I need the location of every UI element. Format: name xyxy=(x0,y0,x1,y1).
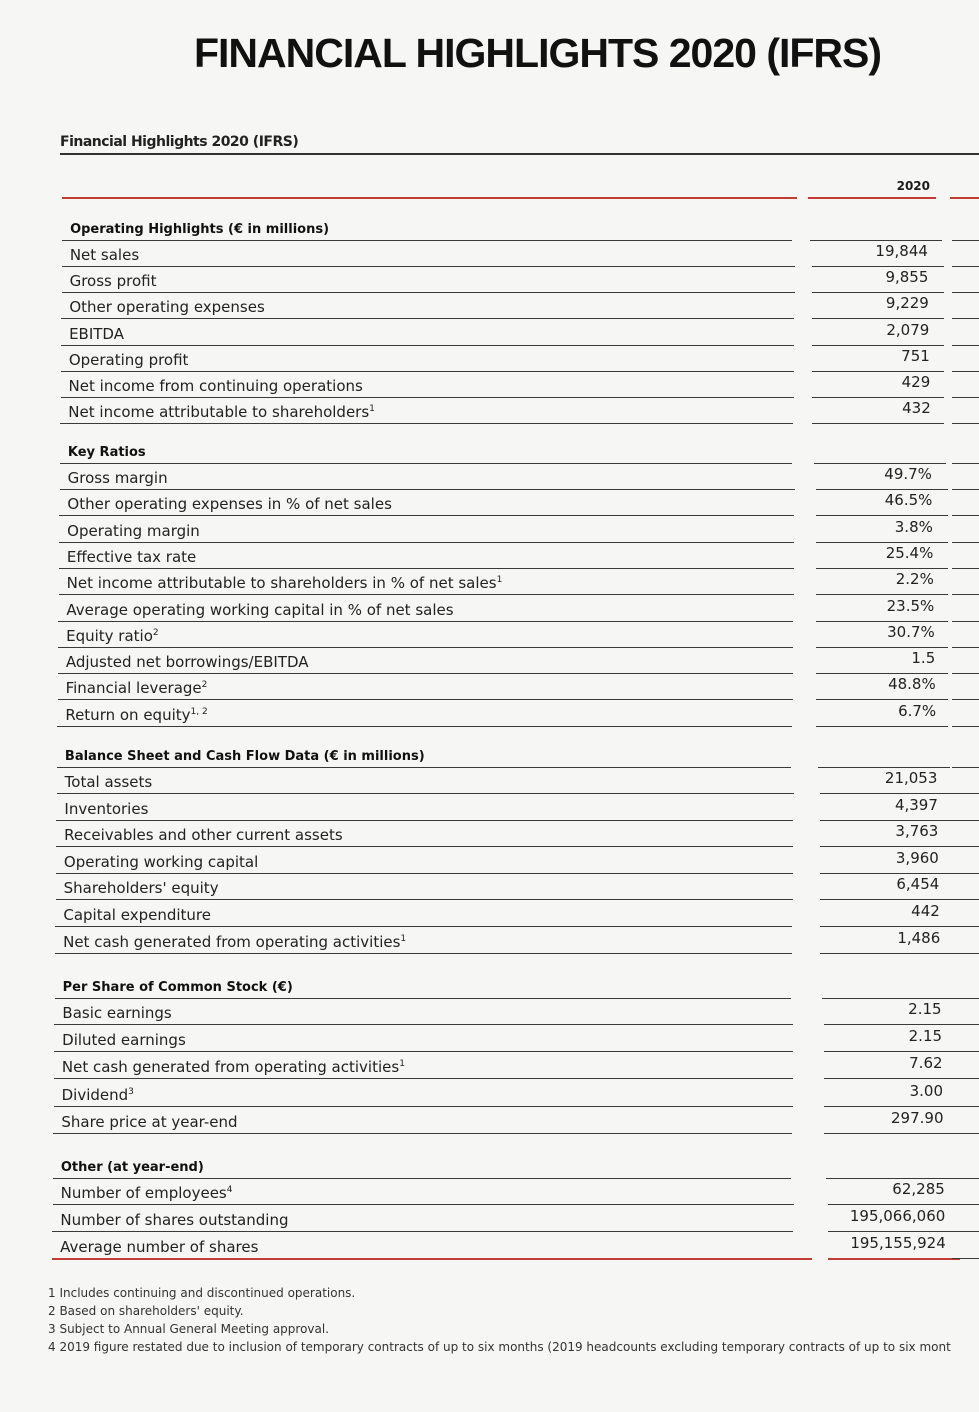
row-value: 3.00 xyxy=(909,1081,944,1100)
stub-divider xyxy=(952,515,979,516)
stub-divider xyxy=(952,292,979,293)
stub-divider xyxy=(952,726,979,727)
row-label-text: Adjusted net borrowings/EBITDA xyxy=(65,653,309,672)
header-divider-stub xyxy=(950,197,979,199)
row-divider xyxy=(58,647,793,648)
row-divider xyxy=(60,489,795,490)
row-divider xyxy=(53,1133,792,1134)
row-label xyxy=(66,653,309,671)
stub-divider xyxy=(952,820,979,821)
row-divider xyxy=(55,998,791,999)
row-divider xyxy=(54,1024,793,1025)
row-value: 2.2% xyxy=(895,570,934,589)
row-value: 2.15 xyxy=(908,1000,942,1018)
footnote-marker: 1 xyxy=(496,575,503,586)
value-divider xyxy=(820,793,952,794)
stub-divider xyxy=(952,1258,979,1259)
stub-divider xyxy=(952,318,979,319)
row-label-text: Receivables and other current assets xyxy=(64,826,343,845)
row-label xyxy=(69,377,363,395)
row-divider xyxy=(62,240,792,241)
row-label xyxy=(60,1238,258,1256)
row-label xyxy=(64,853,258,871)
footnote-marker: 1 xyxy=(400,933,407,944)
row-value: 429 xyxy=(901,373,931,391)
value-divider xyxy=(812,345,944,346)
stub-divider xyxy=(952,767,979,768)
footnote-marker: 2 xyxy=(201,680,208,691)
value-divider xyxy=(824,1133,956,1134)
row-divider xyxy=(54,1106,793,1107)
row-divider xyxy=(59,594,794,595)
row-divider xyxy=(56,820,793,821)
row-label-text: Net income from continuing operations xyxy=(68,377,363,395)
row-divider xyxy=(58,621,793,622)
row-divider xyxy=(58,699,793,700)
row-label xyxy=(62,1058,405,1076)
row-label-text: Gross margin xyxy=(67,469,168,487)
page-title: FINANCIAL HIGHLIGHTS 2020 (IFRS) xyxy=(193,30,882,76)
value-divider xyxy=(812,371,944,372)
row-divider xyxy=(55,953,792,954)
row-label xyxy=(67,574,503,592)
stub-divider xyxy=(952,1106,979,1107)
year-column-header: 2020 xyxy=(896,179,930,193)
row-divider xyxy=(60,423,793,424)
value-divider xyxy=(820,820,952,821)
row-value: 442 xyxy=(911,902,940,920)
header-divider-value xyxy=(808,197,936,199)
row-label xyxy=(70,272,157,290)
value-divider xyxy=(816,489,948,490)
row-label-text: Shareholders' equity xyxy=(63,879,219,898)
section-heading: Operating Highlights (€ in millions) xyxy=(70,222,330,237)
stub-divider xyxy=(952,1231,979,1232)
row-value: 6.7% xyxy=(898,701,937,720)
row-label xyxy=(61,1113,237,1131)
row-value: 751 xyxy=(901,346,930,365)
stub-divider xyxy=(952,998,979,999)
value-divider xyxy=(816,699,948,700)
value-divider xyxy=(812,423,944,424)
row-divider xyxy=(57,767,791,768)
row-label-text: Net cash generated from operating activities xyxy=(61,1058,400,1077)
row-divider xyxy=(53,1204,794,1205)
row-label-text: Average number of shares xyxy=(60,1238,259,1257)
row-divider xyxy=(56,873,793,874)
row-divider xyxy=(61,345,794,346)
value-divider xyxy=(820,953,952,954)
row-divider xyxy=(56,846,793,847)
row-label-text: Average operating working capital in % of net sales xyxy=(66,600,454,619)
value-divider xyxy=(812,397,944,398)
row-label xyxy=(68,469,168,487)
footnote: 1 Includes continuing and discontinued operations. xyxy=(48,1286,356,1300)
table-subtitle: Financial Highlights 2020 (IFRS) xyxy=(60,134,299,150)
value-divider xyxy=(824,1078,956,1079)
value-divider xyxy=(822,998,954,999)
row-value: 19,844 xyxy=(875,242,928,260)
value-divider xyxy=(816,621,948,622)
value-divider xyxy=(816,568,948,569)
row-value: 49.7% xyxy=(884,465,932,483)
row-divider xyxy=(54,1051,793,1052)
footnote-marker: 1, 2 xyxy=(190,706,208,717)
row-label xyxy=(68,403,375,421)
row-divider xyxy=(52,1231,793,1232)
row-label xyxy=(63,933,406,951)
row-value: 4,397 xyxy=(894,795,938,814)
section-heading: Key Ratios xyxy=(67,445,146,460)
row-label-text: Diluted earnings xyxy=(62,1031,186,1050)
row-divider xyxy=(57,793,794,794)
footnote: 2 Based on shareholders' equity. xyxy=(48,1304,244,1318)
row-divider xyxy=(53,1178,791,1179)
row-divider xyxy=(59,542,794,543)
stub-divider xyxy=(952,463,979,464)
row-label xyxy=(70,246,139,264)
row-label-text: Number of employees xyxy=(60,1184,227,1202)
row-label xyxy=(64,826,343,844)
stub-divider xyxy=(952,899,979,900)
value-divider xyxy=(812,266,944,267)
stub-divider xyxy=(952,793,979,794)
stub-divider xyxy=(952,873,979,874)
value-divider xyxy=(812,292,944,293)
section-heading: Per Share of Common Stock (€) xyxy=(62,980,293,995)
row-value: 3,960 xyxy=(895,848,939,867)
stub-divider xyxy=(952,594,979,595)
row-value: 7.62 xyxy=(909,1054,943,1073)
stub-divider xyxy=(952,240,979,241)
stub-divider xyxy=(952,699,979,700)
stub-divider xyxy=(952,266,979,267)
stub-divider xyxy=(952,1051,979,1052)
footnote-marker: 2 xyxy=(152,627,159,638)
value-divider xyxy=(810,240,942,241)
value-divider xyxy=(818,767,950,768)
value-divider xyxy=(828,1258,960,1260)
footnotes xyxy=(48,1284,951,1356)
value-divider xyxy=(828,1231,960,1232)
value-divider xyxy=(816,594,948,595)
row-label-text: Other operating expenses in % of net sales xyxy=(67,495,392,514)
row-label-text: Number of shares outstanding xyxy=(60,1211,289,1230)
row-label-text: Operating working capital xyxy=(63,852,259,871)
row-value: 2.15 xyxy=(908,1027,943,1046)
footnote: 4 2019 figure restated due to inclusion of temporary contracts of up to six months (2019 headcounts excluding temporary contracts of up to six mont xyxy=(48,1340,951,1354)
row-divider xyxy=(61,397,794,398)
row-label xyxy=(67,522,200,540)
stub-divider xyxy=(952,397,979,398)
row-label-text: Net income attributable to shareholders in % of net sales xyxy=(66,574,497,593)
row-divider xyxy=(62,292,795,293)
row-label-text: Net income attributable to shareholders xyxy=(68,403,370,422)
stub-divider xyxy=(952,1024,979,1025)
row-divider xyxy=(62,266,795,267)
row-label xyxy=(66,627,159,645)
row-value: 3.8% xyxy=(894,517,933,536)
row-value: 30.7% xyxy=(887,622,935,641)
stub-divider xyxy=(952,953,979,954)
value-divider xyxy=(820,899,952,900)
value-divider xyxy=(814,463,946,464)
value-divider xyxy=(816,726,948,727)
stub-divider xyxy=(952,1178,979,1179)
stub-divider xyxy=(952,371,979,372)
row-value: 46.5% xyxy=(884,491,933,510)
row-label xyxy=(63,906,211,924)
row-label-text: EBITDA xyxy=(69,324,124,343)
row-label-text: Gross profit xyxy=(69,272,157,291)
row-value: 62,285 xyxy=(892,1180,945,1198)
row-label xyxy=(67,548,196,566)
value-divider xyxy=(824,1024,956,1025)
value-divider xyxy=(820,846,952,847)
row-label xyxy=(64,800,148,818)
row-value: 48.8% xyxy=(888,675,936,694)
row-label-text: Basic earnings xyxy=(62,1004,172,1022)
row-divider xyxy=(61,371,794,372)
footnote-marker: 1 xyxy=(369,404,375,415)
value-divider xyxy=(816,515,948,516)
row-value: 432 xyxy=(902,399,931,418)
value-divider xyxy=(816,542,948,543)
stub-divider xyxy=(952,673,979,674)
row-value: 297.90 xyxy=(891,1108,944,1127)
row-label xyxy=(62,1031,186,1049)
row-label-text: Operating margin xyxy=(67,521,200,540)
stub-divider xyxy=(952,423,979,424)
row-divider xyxy=(57,726,792,727)
value-divider xyxy=(820,873,952,874)
section-heading: Other (at year-end) xyxy=(60,1160,204,1175)
row-value: 9,855 xyxy=(885,268,929,287)
row-value: 25.4% xyxy=(885,543,934,562)
row-divider xyxy=(54,1078,793,1079)
row-label-text: Net cash generated from operating activities xyxy=(63,932,401,951)
section-heading: Balance Sheet and Cash Flow Data (€ in millions) xyxy=(64,749,425,764)
row-label-text: Financial leverage xyxy=(65,679,202,698)
stub-divider xyxy=(952,345,979,346)
row-label xyxy=(69,298,264,316)
row-divider xyxy=(59,568,794,569)
row-divider xyxy=(61,318,794,319)
stub-divider xyxy=(952,542,979,543)
stub-divider xyxy=(952,489,979,490)
row-label-text: Equity ratio xyxy=(66,626,153,645)
row-value: 1.5 xyxy=(911,649,936,668)
value-divider xyxy=(828,1204,960,1205)
row-divider xyxy=(60,463,792,464)
row-label-text: Capital expenditure xyxy=(63,906,211,924)
value-divider xyxy=(816,673,948,674)
row-divider xyxy=(59,515,794,516)
row-value: 9,229 xyxy=(885,294,929,313)
row-label xyxy=(69,325,124,343)
row-value: 2,079 xyxy=(886,320,930,339)
row-label-text: Inventories xyxy=(64,799,149,818)
row-divider xyxy=(58,673,793,674)
value-divider xyxy=(812,318,944,319)
subtitle-divider xyxy=(60,153,979,155)
value-divider xyxy=(824,1106,956,1107)
row-label xyxy=(67,495,392,513)
row-label-text: Effective tax rate xyxy=(66,547,197,566)
stub-divider xyxy=(952,1204,979,1205)
row-label-text: Share price at year-end xyxy=(61,1112,238,1131)
stub-divider xyxy=(952,621,979,622)
stub-divider xyxy=(952,1133,979,1134)
stub-divider xyxy=(952,568,979,569)
row-value: 6,454 xyxy=(896,875,940,894)
row-value: 21,053 xyxy=(884,769,938,787)
value-divider xyxy=(816,647,948,648)
row-divider xyxy=(56,899,793,900)
row-label xyxy=(60,1211,288,1229)
row-divider xyxy=(55,926,792,927)
value-divider xyxy=(824,1051,956,1052)
stub-divider xyxy=(952,846,979,847)
row-label xyxy=(61,1184,233,1202)
row-divider xyxy=(52,1258,812,1260)
value-divider xyxy=(820,926,952,927)
row-label-text: Operating profit xyxy=(68,350,189,369)
row-label-text: Return on equity xyxy=(65,705,191,724)
row-label-text: Other operating expenses xyxy=(69,298,265,317)
footnote-marker: 1 xyxy=(399,1059,405,1070)
row-value: 195,066,060 xyxy=(849,1207,946,1226)
row-label xyxy=(64,879,219,897)
row-value: 23.5% xyxy=(886,596,935,615)
row-label xyxy=(65,706,207,724)
row-label xyxy=(66,679,208,697)
row-label xyxy=(69,351,189,369)
stub-divider xyxy=(952,1078,979,1079)
value-divider xyxy=(826,1178,958,1179)
row-label-text: Total assets xyxy=(64,773,153,791)
footnote-marker: 3 xyxy=(128,1086,134,1097)
footnote-marker: 4 xyxy=(226,1185,233,1195)
row-label xyxy=(62,1086,134,1104)
row-label xyxy=(65,773,153,791)
stub-divider xyxy=(952,926,979,927)
header-divider-label xyxy=(62,197,797,199)
stub-divider xyxy=(952,647,979,648)
row-label-text: Dividend xyxy=(61,1085,129,1104)
row-label xyxy=(66,601,453,619)
row-label xyxy=(62,1004,171,1022)
row-label-text: Net sales xyxy=(69,246,140,264)
row-value: 3,763 xyxy=(895,822,939,841)
row-value: 195,155,924 xyxy=(850,1234,946,1253)
footnote: 3 Subject to Annual General Meeting approval. xyxy=(48,1322,330,1336)
row-value: 1,486 xyxy=(897,928,941,947)
